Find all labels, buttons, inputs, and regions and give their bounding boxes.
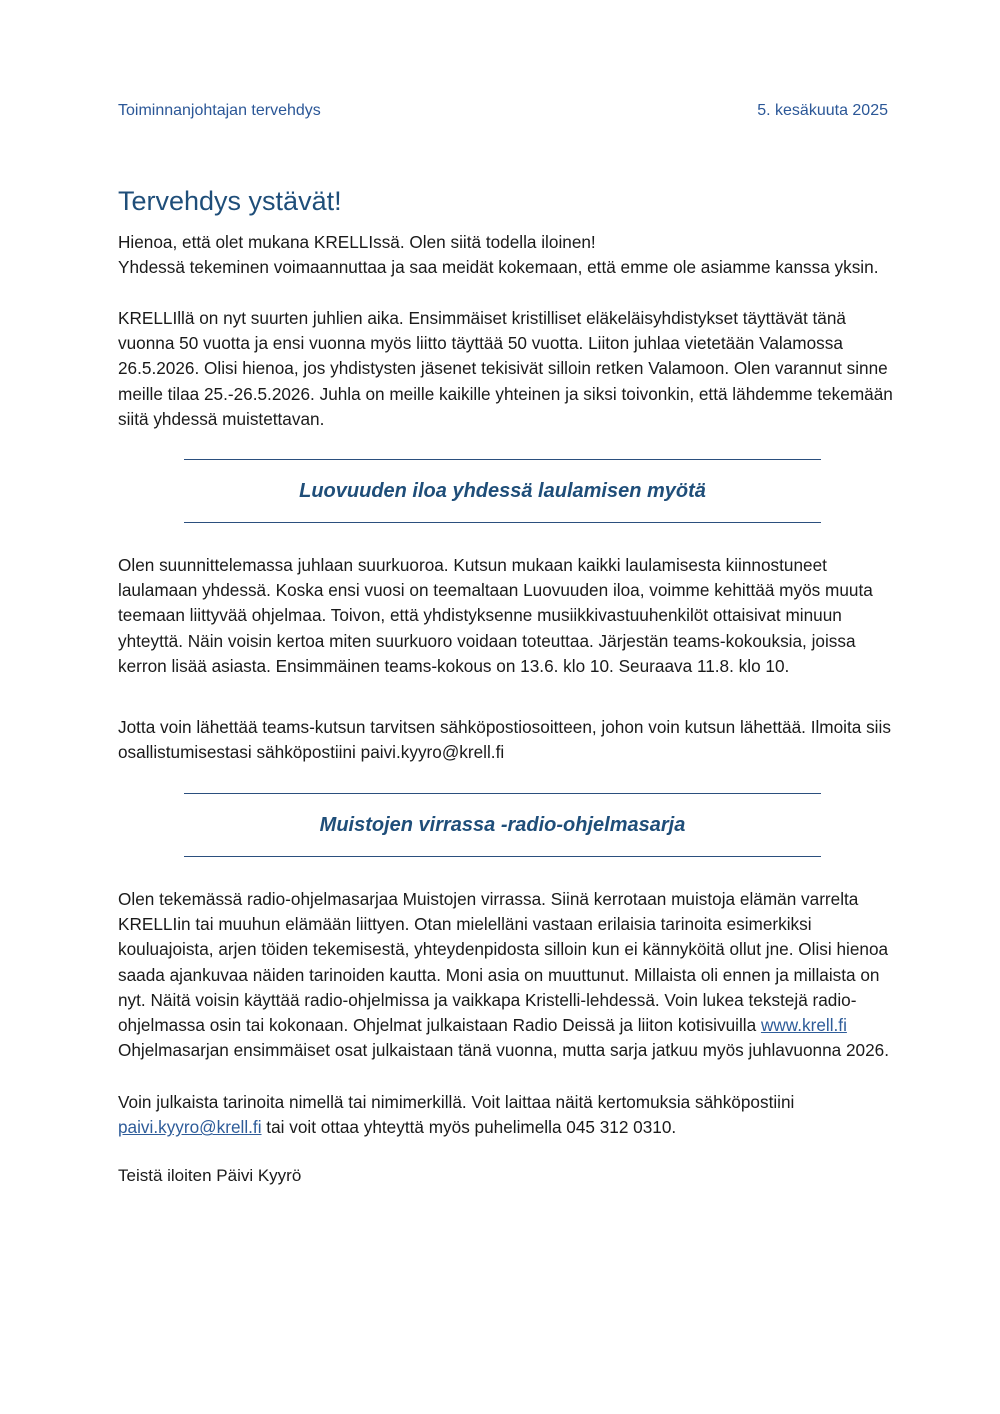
radio-text-b: Ohjelmasarjan ensimmäiset osat julkaistaan tänä vuonna, mutta sarja jatkuu myös juhlavuonna 2026. [118, 1040, 890, 1061]
email-link[interactable]: paivi.kyyro@krell.fi [118, 1117, 262, 1138]
website-link[interactable]: www.krell.fi [760, 1015, 847, 1036]
stories-text-a: Voin julkaista tarinoita nimellä tai nimimerkillä. Voit laittaa näitä kertomuksia sähköpostiini [118, 1092, 795, 1112]
header-date: 5. kesäkuuta 2025 [757, 102, 888, 119]
divider-bottom-2 [184, 856, 821, 857]
teams-invite-paragraph: Jotta voin lähettää teams-kutsun tarvitsen sähköpostiosoitteen, johon voin kutsun lähettää. Ilmoita siis osallistumisestasi sähköpostiini paivi.kyyro@krell.fi [118, 717, 891, 763]
radio-text-a: Olen tekemässä radio-ohjelmasarjaa Muistojen virrassa. Siinä kerrotaan muistoja elämän varrelta KRELLIin tai muuhun elämään liittyen. Otan mielelläni vastaan erilaisia tarinoita esimerkiksi kouluajoista, arjen töiden tekemisestä, yhteydenpidosta silloin kun ei kännyköitä ollut jne. Olisi hienoa saada ajankuvaa näiden tarinoiden kautta. Moni asia on muuttunut. Millaista oli ennen ja millaista on nyt. Näitä voisin käyttää radio-ohjelmissa ja vaikkapa Kristelli-lehdessä. Voin lukea tekstejä radio-ohjelmassa osin tai kokonaan. Ohjelmat julkaistaan Radio Deissä ja liiton kotisivuilla [118, 889, 889, 1036]
divider-top-1 [184, 459, 821, 460]
signature: Teistä iloiten Päivi Kyyrö [118, 1166, 302, 1185]
intro-paragraph: KRELLIllä on nyt suurten juhlien aika. Ensimmäiset kristilliset eläkeläisyhdistykset täyttävät tänä vuonna 50 vuotta ja ensi vuonna myös liitto täyttää 50 vuotta. Liiton juhlaa vietetään Valamossa 26.5.2026. Olisi hienoa, jos yhdistysten jäsenet tekisivät silloin retken Valamoon. Olen varannut sinne meille tilaa 25.-26.5.2026. Juhla on meille kaikille yhteinen ja siksi toivonkin, että lähdemme tekemään siitä yhdessä muistettavan. [118, 308, 893, 429]
radio-paragraph [118, 887, 893, 1063]
section-title-radio: Muistojen virrassa -radio-ohjelmasarja [319, 814, 686, 836]
header-title: Toiminnanjohtajan tervehdys [118, 102, 321, 119]
divider-bottom-1 [184, 522, 821, 523]
divider-top-2 [184, 793, 821, 794]
section-title-choir: Luovuuden iloa yhdessä laulamisen myötä [299, 480, 706, 502]
stories-paragraph [118, 1090, 893, 1140]
choir-paragraph: Olen suunnittelemassa juhlaan suurkuoroa. Kutsun mukaan kaikki laulamisesta kiinnostuneet laulamaan yhdessä. Koska ensi vuosi on teemaltaan Luovuuden iloa, voimme kehittää myös muuta teemaan liittyvää ohjelmaa. Toivon, että yhdistyksenne musiikkivastuuhenkilöt ottaisivat minuun yhteyttä. Näin voisin kertoa miten suurkuoro voidaan toteuttaa. Järjestän teams-kokouksia, joissa kerron lisää asiasta. Ensimmäinen teams-kokous on 13.6. klo 10. Seuraava 11.8. klo 10. [118, 555, 873, 676]
stories-text-b: tai voit ottaa yhteyttä myös puhelimella 045 312 0310. [261, 1117, 677, 1138]
intro-line-2: Yhdessä tekeminen voimaannuttaa ja saa meidät kokemaan, että emme ole asiamme kanssa yksin. [118, 257, 879, 277]
intro-line-1: Hienoa, että olet mukana KRELLIssä. Olen siitä todella iloinen! [118, 232, 596, 252]
greeting-heading: Tervehdys ystävät! [118, 186, 342, 216]
